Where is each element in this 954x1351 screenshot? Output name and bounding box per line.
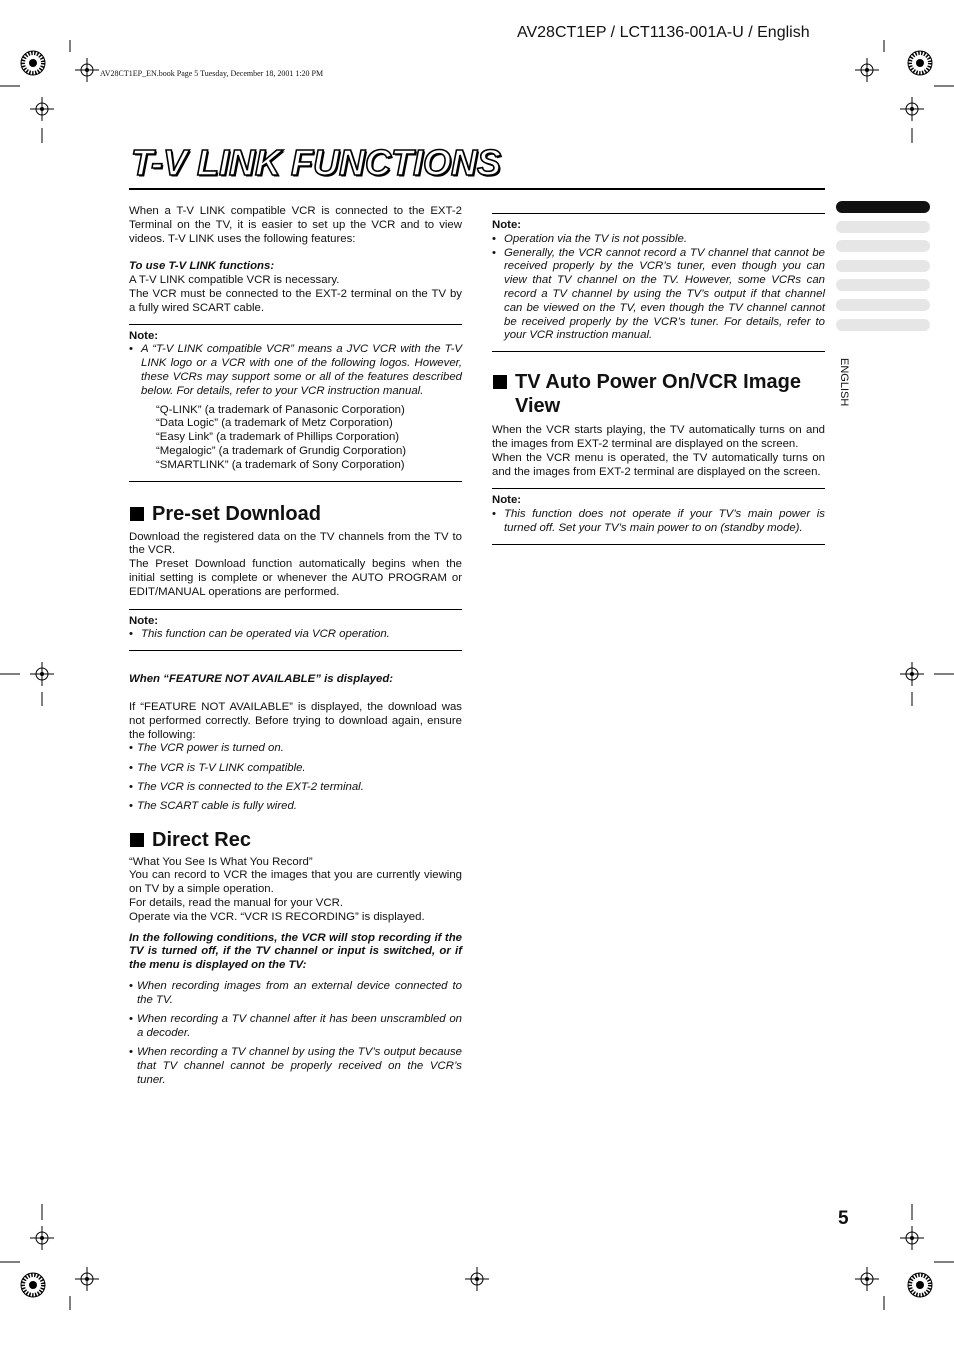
left-column bbox=[129, 205, 462, 1087]
note-text: • This function does not operate if your TV’s main power is turned off. Set your TV’s main power to on (standby mode). bbox=[492, 508, 825, 536]
stop-heading: In the following conditions, the VCR will stop recording if the TV is turned off, if the TV channel or input is switched, or if the menu is displayed on the TV: bbox=[129, 931, 462, 972]
document-code: AV28CT1EP / LCT1136-001A-U / English bbox=[517, 24, 810, 41]
note-box-tvlink bbox=[129, 324, 462, 482]
note-box-tvauto bbox=[492, 488, 825, 544]
trademark-item: “SMARTLINK” (a trademark of Sony Corporation) bbox=[156, 458, 405, 471]
heading-square-icon bbox=[130, 507, 144, 521]
direct-paragraph-3: For details, read the manual for your VCR. bbox=[129, 897, 343, 910]
stop-bullet: • When recording a TV channel by using the TV’s output because that TV channel cannot be properly received on the VCR’s tuner. bbox=[129, 1046, 462, 1087]
note-label: Note: bbox=[129, 614, 159, 627]
fna-bullet: • The SCART cable is fully wired. bbox=[129, 800, 462, 814]
trademark-item: “Q-LINK” (a trademark of Panasonic Corporation) bbox=[156, 403, 405, 416]
direct-paragraph-4: Operate via the VCR. “VCR IS RECORDING” is displayed. bbox=[129, 910, 425, 923]
stop-bullet: • When recording images from an external device connected to the TV. bbox=[129, 980, 462, 1008]
stop-bullet: • When recording a TV channel after it has been unscrambled on a decoder. bbox=[129, 1013, 462, 1041]
heading-square-icon bbox=[493, 375, 507, 389]
tab-inactive bbox=[836, 221, 930, 233]
note-label: Note: bbox=[129, 329, 159, 342]
tvauto-paragraph-1: When the VCR starts playing, the TV automatically turns on and the images from EXT-2 terminal are displayed on the screen. bbox=[492, 424, 825, 450]
preset-paragraph-2: The Preset Download function automatically begins when the initial setting is complete or whenever the AUTO PROGRAM or EDIT/MANUAL operations are performed. bbox=[129, 558, 462, 598]
direct-paragraph-1: “What You See Is What You Record” bbox=[129, 855, 313, 868]
note-item: • Generally, the VCR cannot record a TV channel that cannot be received properly by the VCR’s tuner, even though you can view that TV channel on the TV. However, some VCRs can record a TV channel by using the TV’s output if that channel can be viewed on the TV, even though the TV channel cannot be received properly by the VCR’s tuner. For details, refer to your VCR instruction manual. bbox=[492, 247, 825, 344]
page-number: 5 bbox=[838, 1208, 849, 1229]
section-heading-tv-auto-power: TV Auto Power On/VCR Image View bbox=[492, 370, 825, 418]
section-tabs bbox=[836, 201, 930, 331]
use-line-1: A T-V LINK compatible VCR is necessary. bbox=[129, 274, 340, 287]
note-text: • This function can be operated via VCR operation. bbox=[129, 628, 462, 642]
side-language-label: ENGLISH bbox=[838, 358, 850, 407]
intro-paragraph: When a T-V LINK compatible VCR is connected to the EXT-2 Terminal on the TV, it is easier to set up the VCR and to view videos. T-V LINK uses the following features: bbox=[129, 205, 462, 245]
tab-inactive bbox=[836, 240, 930, 252]
tab-inactive bbox=[836, 319, 930, 331]
heading-square-icon bbox=[130, 833, 144, 847]
use-line-2: The VCR must be connected to the EXT-2 terminal on the TV by a fully wired SCART cable. bbox=[129, 287, 462, 314]
section-heading-direct-rec: Direct Rec bbox=[129, 828, 462, 852]
tab-inactive bbox=[836, 260, 930, 272]
tab-inactive bbox=[836, 279, 930, 291]
fna-paragraph: If “FEATURE NOT AVAILABLE” is displayed, the download was not performed correctly. Before trying to download again, ensure the following: bbox=[129, 700, 462, 741]
note-item: • Operation via the TV is not possible. bbox=[492, 233, 825, 247]
use-heading: To use T-V LINK functions: bbox=[129, 260, 275, 273]
fna-bullet: • The VCR is connected to the EXT-2 terminal. bbox=[129, 781, 462, 795]
fna-bullet: • The VCR is T-V LINK compatible. bbox=[129, 762, 462, 776]
trademark-list bbox=[129, 404, 462, 473]
trademark-item: “Data Logic” (a trademark of Metz Corporation) bbox=[156, 417, 393, 430]
book-info-line: AV28CT1EP_EN.book Page 5 Tuesday, December 18, 2001 1:20 PM bbox=[100, 69, 324, 78]
page-title: T-V LINK FUNCTIONS bbox=[131, 142, 501, 183]
trademark-item: “Easy Link” (a trademark of Phillips Corporation) bbox=[156, 431, 400, 444]
note-text: • A “T-V LINK compatible VCR” means a JVC VCR with the T-V LINK logo or a VCR with one of the following logos. However, these VCRs may support some or all of the features described below. For details, refer to your VCR instruction manual. bbox=[129, 343, 462, 398]
preset-paragraph-1: Download the registered data on the TV channels from the TV to the VCR. bbox=[129, 530, 462, 557]
trademark-item: “Megalogic” (a trademark of Grundig Corporation) bbox=[156, 444, 407, 457]
fna-bullet: • The VCR power is turned on. bbox=[129, 742, 462, 756]
note-label: Note: bbox=[492, 219, 522, 231]
section-heading-preset: Pre-set Download bbox=[129, 502, 462, 526]
direct-paragraph-2: You can record to VCR the images that you are currently viewing on TV by a simple operation. bbox=[129, 869, 462, 896]
note-box-tvlink-general bbox=[492, 213, 825, 352]
fna-heading: When “FEATURE NOT AVAILABLE” is displayed: bbox=[129, 673, 394, 686]
tab-inactive bbox=[836, 299, 930, 311]
right-column bbox=[492, 213, 825, 545]
note-label: Note: bbox=[492, 494, 522, 507]
tab-english-active bbox=[836, 201, 930, 213]
title-rule bbox=[129, 188, 825, 190]
note-box-preset bbox=[129, 609, 462, 652]
tvauto-paragraph-2: When the VCR menu is operated, the TV automatically turns on and the images from EXT-2 terminal are displayed on the screen. bbox=[492, 451, 825, 478]
